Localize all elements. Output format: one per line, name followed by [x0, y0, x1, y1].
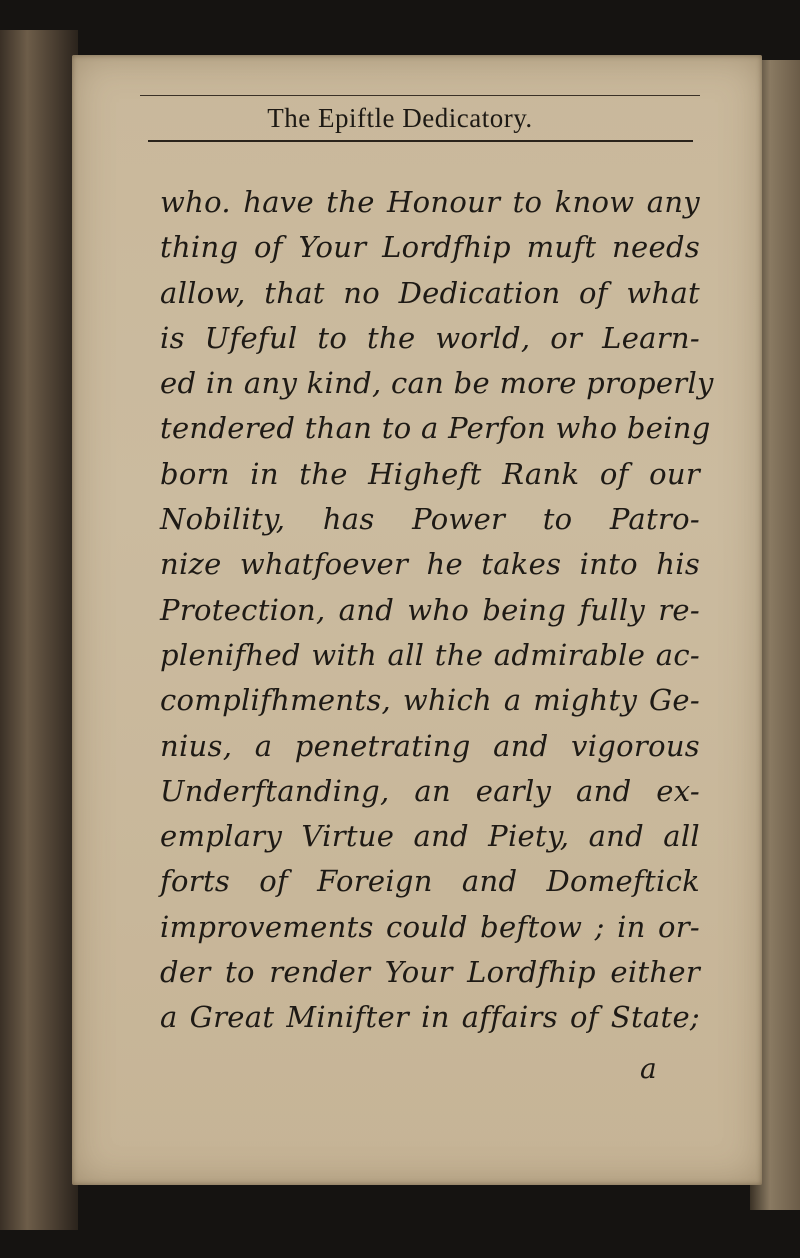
text-line: improvements could beftow ; in or- [160, 909, 700, 944]
text-line: tendered than to a Perfon who being [160, 411, 711, 446]
body-text [160, 180, 714, 1041]
text-line: who. have the Honour to know any [160, 185, 700, 219]
catchword: a [640, 1052, 657, 1085]
left-page-edge [0, 30, 78, 1230]
text-line: a Great Minifter in affairs of State; [160, 1000, 700, 1035]
text-line: is Ufeful to the world, or Learn- [160, 320, 700, 355]
text-line: thing of Your Lordfhip muft needs [160, 230, 700, 265]
head-rule-top [140, 95, 700, 96]
text-line: forts of Foreign and Domeftick [160, 864, 700, 899]
text-line: plenifhed with all the admirable ac- [160, 637, 700, 672]
text-line: Underftanding, an early and ex- [160, 773, 700, 808]
text-line: ed in any kind, can be more properly [160, 366, 714, 401]
text-line: allow, that no Dedication of what [160, 275, 700, 310]
head-rule-bottom [148, 140, 693, 142]
text-line: complifhments, which a mighty Ge- [160, 683, 700, 718]
text-line: emplary Virtue and Piety, and all [160, 819, 700, 854]
text-line: Protection, and who being fully re- [160, 592, 700, 627]
text-line: nius, a penetrating and vigorous [160, 728, 700, 763]
text-line: born in the Higheft Rank of our [160, 456, 700, 491]
text-line: Nobility, has Power to Patro- [160, 502, 700, 537]
text-line: der to render Your Lordfhip either [160, 955, 700, 990]
text-line: nize whatfoever he takes into his [160, 547, 700, 582]
running-head: The Epiftle Dedicatory. [267, 103, 533, 133]
